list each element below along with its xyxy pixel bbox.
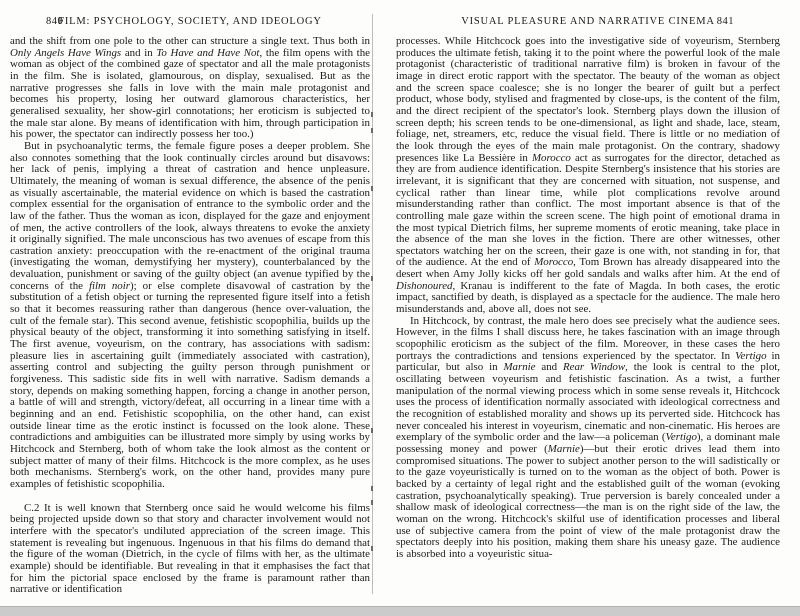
page-number-left: 840	[46, 16, 64, 27]
page-left-body	[10, 36, 370, 596]
running-title-right: VISUAL PLEASURE AND NARRATIVE CINEMA	[461, 16, 715, 27]
gutter-mark	[371, 128, 373, 133]
gutter-mark	[371, 186, 373, 191]
scan-edge-strip	[0, 606, 800, 616]
paragraph: But in psychoanalytic terms, the female figure poses a deeper problem. She also connotes something that the look continually circles around but disavows: her lack of penis, implying a threat of castration and hence unpleasure. Ultimately, the meaning of woman is sexual difference, the absence of the penis as visually ascertainable, the material evidence on which is based the castration complex essential for the organisation of entrance to the symbolic order and the law of the father. Thus the woman as icon, displayed for the gaze and enjoyment of men, the active controllers of the look, always threatens to evoke the anxiety it originally signified. The male unconscious has two avenues of escape from this castration anxiety: preoccupation with the re-enactment of the original trauma (investigating the woman, demystifying her mystery), counterbalanced by the devaluation, punishment or saving of the guilty object (an avenue typified by the concerns of the film noir); or else complete disavowal of castration by the substitution of a fetish object or turning the represented figure itself into a fetish so that it becomes reassuring rather than dangerous (hence over-valuation, the cult of the female star). This second avenue, fetishistic scopophilia, builds up the physical beauty of the object, transforming it into something satisfying in itself. The first avenue, voyeurism, on the contrary, has associations with sadism: pleasure lies in ascertaining guilt (immediately associated with castration), asserting control and subjecting the guilty person through punishment or forgiveness. This sadistic side fits in well with narrative. Sadism demands a story, depends on making something happen, forcing a change in another person, a battle of will and strength, victory/defeat, all occurring in a linear time with a beginning and an end. Fetishistic scopophilia, on the other hand, can exist outside linear time as the erotic instinct is focussed on the look alone. These contradictions and ambiguities can be illustrated more simply by using works by Hitchcock and Sternberg, both of whom take the look almost as the content or subject matter of many of their films. Hitchcock is the more complex, as he uses both mechanisms. Sternberg's work, on the other hand, provides many pure examples of fetishistic scopophilia.	[10, 139, 370, 490]
paragraph: C.2 It is well known that Sternberg once said he would welcome his films being projected upside down so that story and character involvement would not interfere with the specator's undiluted appreciation of the screen image. This statement is revealing but ingenuous. Ingenuous in that his films do demand that the figure of the woman (Dietrich, in the cycle of films with her, as the ultimate example) should be identifiable. But revealing in that it emphasises the fact that for him the pictorial space enclosed by the frame is paramount rather than narrative or identification	[10, 501, 370, 596]
gutter-mark	[371, 428, 373, 433]
page-number-right: 841	[716, 16, 734, 27]
paragraph: and the shift from one pole to the other can structure a single text. Thus both in Only Angels Have Wings and in To Have and Have Not, the film opens with the woman as object of the combined gaze of spectator and all the male protagonists in the film. She is isolated, glamourous, on display, sexualised. But as the narrative progresses she falls in love with the main male protagonist and becomes his property, losing her outward glamorous characteristics, her generalised sexuality, her show-girl connotations; her eroticism is subjected to the male star alone. By means of identification with him, through participation in his power, the spectator can indirectly possess her too.)	[10, 35, 370, 141]
paragraph: processes. While Hitchcock goes into the investigative side of voyeurism, Sternberg produces the ultimate fetish, taking it to the point where the powerful look of the male protagonist (characteristic of traditional narrative film) is broken in favour of the image in direct erotic rapport with the spectator. The beauty of the woman as object and the screen space coalesce; she is no longer the bearer of guilt but a perfect product, whose body, stylised and fragmented by close-ups, is the content of the film, and the direct recipient of the spectator's look. Sternberg plays down the illusion of screen depth; his screen tends to be one-dimensional, as light and shade, lace, steam, foliage, net, streamers, etc, reduce the visual field. There is little or no mediation of the look through the eyes of the main male protagonist. On the contrary, shadowy presences like La Bessière in Morocco act as surrogates for the director, detached as they are from audience identification. Despite Sternberg's insistence that his stories are irrelevant, it is significant that they are concerned with situation, not suspense, and cyclical rather than linear time, while plot complications revolve around misunderstanding rather than conflict. The most important absence is that of the controlling male gaze within the screen scene. The high point of emotional drama in the most typical Dietrich films, her supreme moments of erotic meaning, take place in the absence of the man she loves in the fiction. There are other witnesses, other spectators watching her on the screen, their gaze is one with, not standing in for, that of the audience. At the end of Morocco, Tom Brown has already disappeared into the desert when Amy Jolly kicks off her gold sandals and walks after him. At the end of Dishonoured, Kranau is indifferent to the fate of Magda. In both cases, the erotic impact, sanctified by death, is displayed as a spectacle for the audience. The male hero misunderstands and, above all, does not see.	[396, 35, 781, 316]
gutter-mark	[371, 546, 373, 551]
running-head-right	[396, 16, 780, 30]
page-gutter-line	[372, 14, 373, 594]
gutter-mark	[371, 500, 373, 505]
paragraph: In Hitchcock, by contrast, the male hero does see precisely what the audience sees. However, in the films I shall discuss here, he takes fascination with an image through scopophilic eroticism as the subject of the film. Moreover, in these cases the hero portrays the contradictions and tensions experienced by the spectator. In Vertigo in particular, but also in Marnie and Rear Window, the look is central to the plot, oscillating between voyeurism and fetishistic fascination. As a twist, a further manipulation of the normal viewing process which in some sense reveals it, Hitchcock uses the process of identification normally associated with ideological correctness and the recognition of established morality and shows up its perverted side. Hitchcock has never concealed his interest in voyeurism, cinematic and non-cinematic. His heroes are exemplary of the symbolic order and the law—a policeman (Vertigo), a dominant male possessing money and power (Marnie)—but their erotic drives lead them into compromised situations. The power to subject another person to the will sadistically or to the gaze voyeuristically is turned on to the woman as the object of both. Power is backed by a certainty of legal right and the established guilt of the woman (evoking castration, psychoanalytically speaking). True perversion is barely concealed under a shallow mask of ideological correctness—the man is on the right side of the law, the woman on the wrong. Hitchcock's skilful use of identification processes and liberal use of subjective camera from the point of view of the male protagonist draw the spectators deeply into his position, making them share his uneasy gaze. The audience is absorbed into a voyeuristic situa-	[396, 314, 781, 560]
running-title-left: FILM: PSYCHOLOGY, SOCIETY, AND IDEOLOGY	[58, 16, 322, 27]
gutter-mark	[371, 486, 373, 491]
gutter-mark	[371, 112, 373, 117]
gutter-mark	[371, 276, 373, 281]
page-right-body	[396, 36, 780, 561]
running-head-left	[10, 16, 370, 30]
